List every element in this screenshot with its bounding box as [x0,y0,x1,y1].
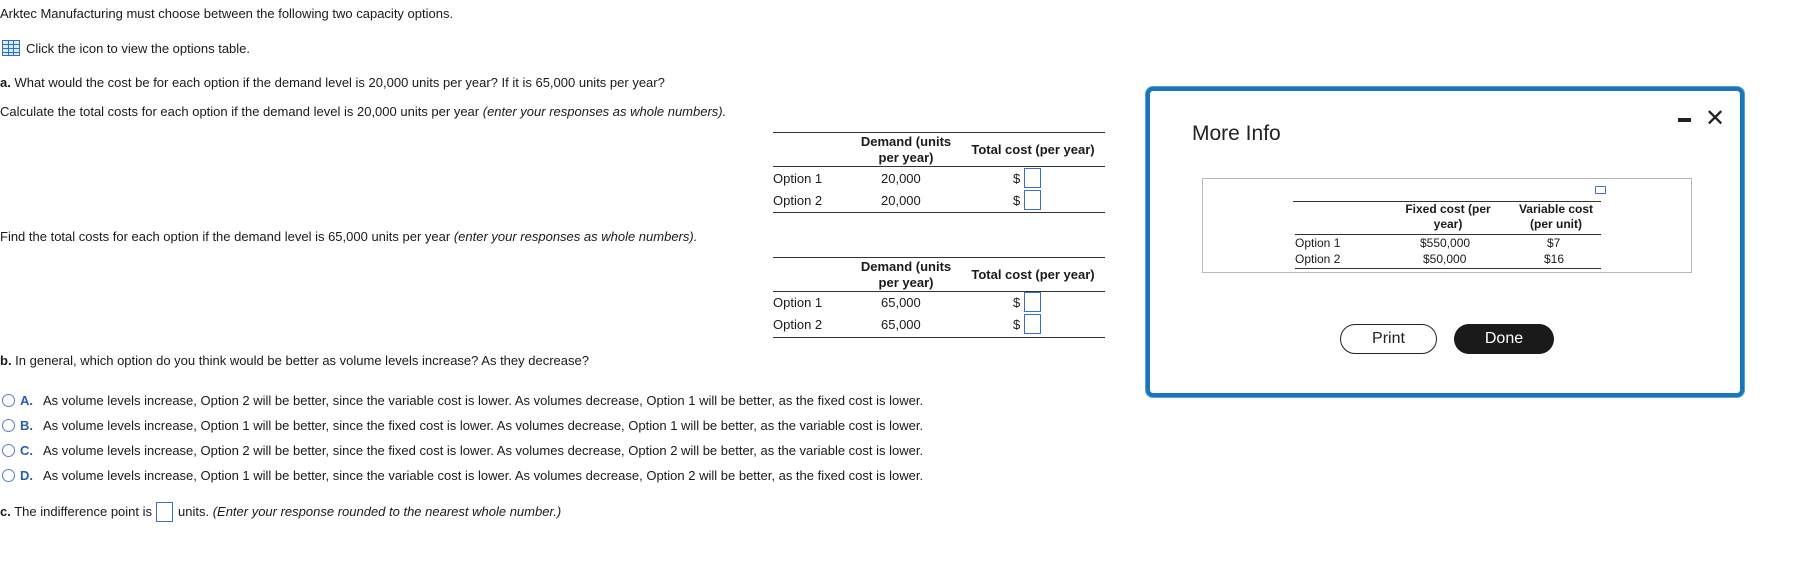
intro-text: Arktec Manufacturing must choose between the following two capacity options. [0,6,454,21]
variable-cost-value: $16 [1544,252,1565,266]
variable-cost-value: $7 [1547,236,1561,250]
radio-b[interactable] [2,419,15,432]
row-demand-value: 20,000 [881,193,921,208]
total-cost-header: Total cost (per year) [971,267,1095,282]
row-option-label: Option 1 [773,171,823,186]
minimize-icon[interactable] [1678,118,1691,122]
option-text[interactable]: As volume levels increase, Option 2 will be better, since the fixed cost is lower. As volumes decrease, Option 2 will be better, as the variable cost is lower. [43,443,924,458]
currency-symbol: $ [1013,317,1021,332]
currency-symbol: $ [1013,193,1021,208]
done-button[interactable]: Done [1454,324,1554,354]
icon-hint: Click the icon to view the options table. [26,41,251,56]
row-option-label: Option 1 [773,295,823,310]
option-letter: B. [20,418,33,433]
currency-symbol: $ [1013,171,1021,186]
radio-d[interactable] [2,469,15,482]
option-letter: A. [20,393,33,408]
part-c-label: c. [0,504,11,519]
instruction-2-italic: (enter your responses as whole numbers). [453,229,698,244]
row-demand-value: 65,000 [881,317,921,332]
option-letter: D. [20,468,33,483]
part-c-italic: (Enter your response rounded to the nearest whole number.) [212,504,562,519]
instruction-2-text: Find the total costs for each option if the demand level is 65,000 units per year [0,229,454,244]
row-option-label: Option 2 [773,193,823,208]
dialog-title: More Info [1192,122,1281,145]
row-option-label: Option 1 [1295,236,1341,250]
fixed-cost-header: Fixed cost (per year) [1405,202,1491,231]
demand-header: Demand (units per year) [860,134,952,165]
part-a-question [0,75,665,90]
copy-icon[interactable] [1595,186,1606,194]
close-icon[interactable]: ✕ [1705,105,1726,132]
total-cost-input-option2-20000[interactable] [1024,190,1041,210]
row-option-label: Option 2 [773,317,823,332]
part-b-question-text: In general, which option do you think would be better as volume levels increase? As they decrease? [11,353,589,368]
row-demand-value: 20,000 [881,171,921,186]
total-cost-input-option1-65000[interactable] [1024,292,1041,312]
part-b-question [0,353,589,368]
table-grid-icon[interactable] [2,40,20,56]
indifference-point-input[interactable] [156,502,173,522]
part-a-question-text: What would the cost be for each option if the demand level is 20,000 units per year? If it is 65,000 units per year? [10,75,665,90]
option-text[interactable]: As volume levels increase, Option 1 will be better, since the fixed cost is lower. As volumes decrease, Option 1 will be better, as the variable cost is lower. [43,418,924,433]
part-c-units: units. [178,504,213,519]
fixed-cost-value: $50,000 [1423,252,1467,266]
part-c-after [178,504,561,519]
currency-symbol: $ [1013,295,1021,310]
fixed-cost-value: $550,000 [1420,236,1471,250]
instruction-1-italic: (enter your responses as whole numbers). [482,104,727,119]
part-c-question [0,504,152,519]
demand-header: Demand (units per year) [860,259,952,290]
part-a-instruction-1 [0,104,726,119]
part-c-before: The indifference point is [10,504,153,519]
option-text[interactable]: As volume levels increase, Option 1 will be better, since the variable cost is lower. As volumes decrease, Option 2 will be better, as the fixed cost is lower. [43,468,924,483]
part-a-label: a. [0,75,11,90]
part-b-label: b. [0,353,12,368]
instruction-1-text: Calculate the total costs for each option if the demand level is 20,000 units per year [0,104,483,119]
radio-a[interactable] [2,394,15,407]
option-text[interactable]: As volume levels increase, Option 2 will be better, since the variable cost is lower. As volumes decrease, Option 1 will be better, as the fixed cost is lower. [43,393,924,408]
row-option-label: Option 2 [1295,252,1341,266]
total-cost-input-option2-65000[interactable] [1024,314,1041,334]
variable-cost-header: Variable cost (per unit) [1518,202,1594,231]
row-demand-value: 65,000 [881,295,921,310]
radio-c[interactable] [2,444,15,457]
options-info-table [1202,178,1692,273]
part-a-instruction-2 [0,229,697,244]
option-letter: C. [20,443,33,458]
total-cost-header: Total cost (per year) [971,142,1095,157]
print-button[interactable]: Print [1340,324,1437,354]
total-cost-input-option1-20000[interactable] [1024,168,1041,188]
more-info-dialog [1146,87,1744,397]
